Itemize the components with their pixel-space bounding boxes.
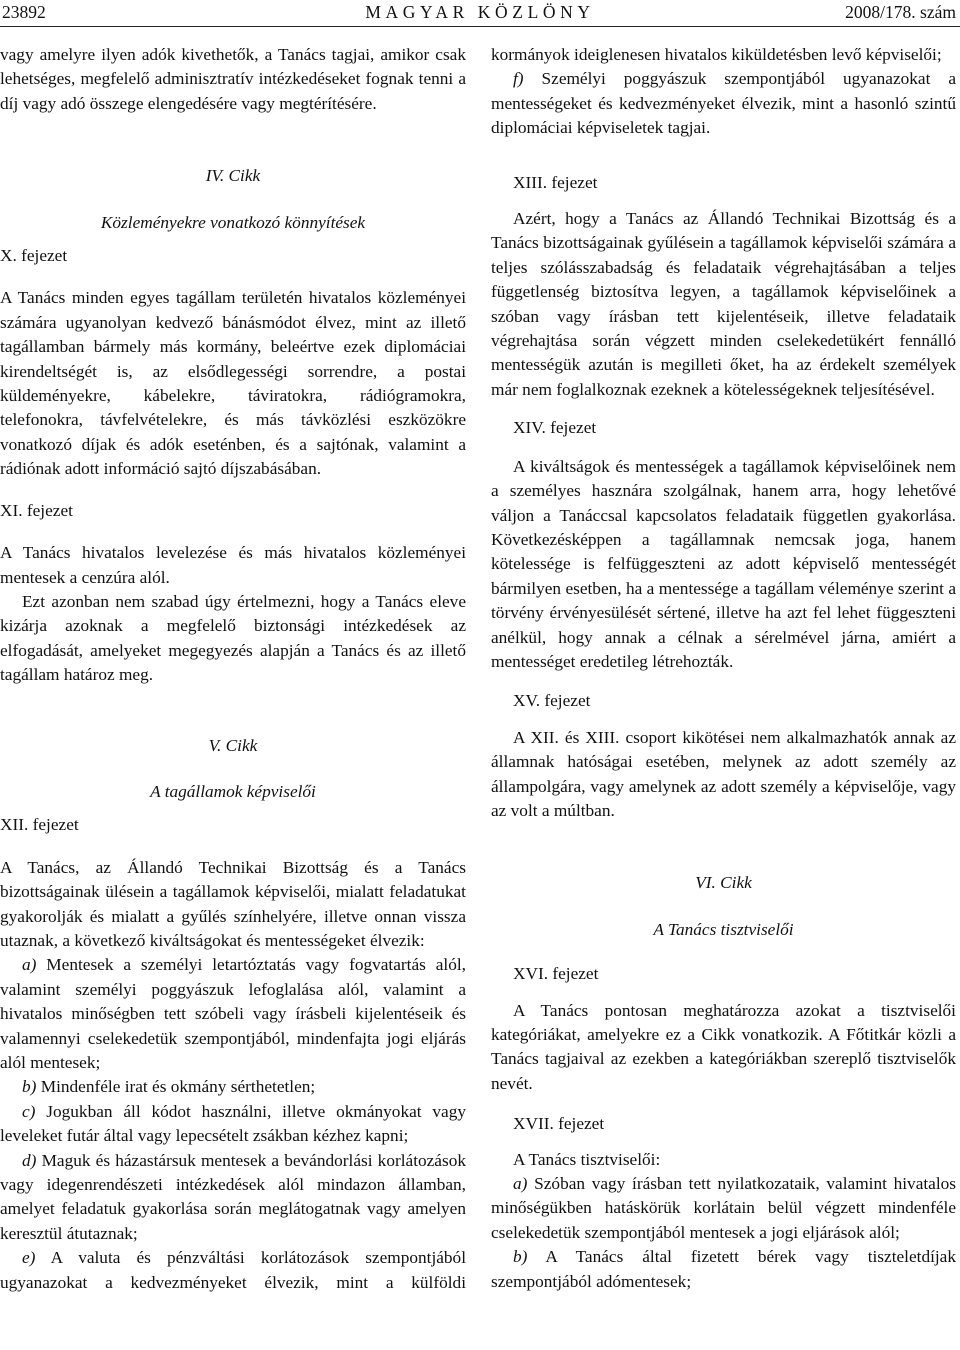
article-title: IV. Cikk [205,166,261,186]
list-item-label: d) [22,1150,37,1170]
chapter-title: XIII. fejezet [513,172,598,192]
list-item-text: A valuta és pénzváltási korlátozások szempontjából ugyanazokat a kedvezményeket élvezik, mint a külföldi [0,1248,466,1292]
list-item-text: Mindenféle irat és okmány sérthetetlen; [40,1077,316,1097]
list-item-label: c) [22,1101,36,1121]
paragraph: vagy amelyre ilyen adók kivethetők, a Tanács tagjai, amikor csak lehetséges, megfelelő adminisztratív intézkedéseket fognak tenni a díj vagy adó összege elengedésére vagy megtérítésére. [0,45,466,113]
list-item-label: e) [22,1248,36,1268]
list-item [0,953,466,1075]
article-title: VI. Cikk [695,873,752,893]
chapter-title: XI. fejezet [0,500,73,520]
paragraph: Ezt azonban nem szabad úgy értelmezni, hogy a Tanács eleve kizárja azoknak a megfelelő biztonsági intézkedések az elfogadását, amelyeket megegyezés alapján a Tanács és az illető tagállam határoz meg. [0,591,466,685]
paragraph: kormányok ideiglenesen hivatalos kiküldetésben levő képviselői; [491,45,942,64]
list-item-label: f) [513,69,524,89]
chapter-title: XII. fejezet [0,815,79,835]
article-subtitle: Közleményekre vonatkozó könnyítések [100,212,366,232]
left-column [0,43,466,1295]
chapter-title: XV. fejezet [513,691,591,711]
article-title: V. Cikk [208,735,258,755]
list-item [491,67,956,140]
list-item-text: Mentesek a személyi letartóztatás vagy fogvatartás alól, valamint személyi poggyászuk lefoglalása alól, valamint a hivatalos minőségben tett szóbeli vagy írásbeli kijelentéseik és valamennyi cselekedetük szempontjából, mindenfajta jogi eljárás alól mentesek; [0,955,466,1072]
paragraph: A Tanács, az Állandó Technikai Bizottság és a Tanács bizottságainak ülésein a tagállamok képviselői, mialatt feladatukat gyakorolják és mialatt a gyűlés színhelyére, illetve onnan vissza utaznak, a következő kiváltságokat és mentességeket élvezik: [0,857,466,950]
chapter-title: XIV. fejezet [513,418,597,438]
list-item-text: Jogukban áll kódot használni, illetve okmányokat vagy leveleket futár által vagy lepecsételt zsákban kézhez kapni; [0,1101,466,1146]
chapter-title: XVII. fejezet [513,1114,605,1134]
list-item [491,1172,956,1245]
paragraph: Azért, hogy a Tanács az Állandó Technikai Bizottság és a Tanács bizottságainak gyűlésein a tagállamok képviselői számára a teljes szólásszabadság és feladataik végrehajtásában a teljes függetlenség biztosítva legyen, a tagállamok képviselőinek a szóban vagy írásban tett kijelentéseik, illetve feladataik végrehajtása során végzett minden cselekedetükért fennálló mentességük azután is megilleti őket, ha az érdekelt személyek már nem foglalkoznak ezeknek a kötelességeknek teljesítésével. [491,209,956,399]
journal-title: MAGYAR KÖZLÖNY [365,2,595,22]
list-item-label: a) [22,955,37,975]
list-item [0,1246,466,1295]
list-item [491,1245,956,1294]
article-subtitle: A tagállamok képviselői [150,781,316,801]
paragraph: A Tanács tisztviselői: [513,1149,661,1169]
list-item-text: Maguk és házastársuk mentesek a bevándorlási korlátozások vagy idegenrendészeti intézkedések alól mindazon államban, amelyet feladatuk gyakorlása során meglátogatnak vagy amelyen keresztül átutaznak; [0,1150,466,1243]
list-item-label: a) [513,1174,528,1194]
paragraph: A Tanács hivatalos levelezése és más hivatalos közleményei mentesek a cenzúra alól. [0,543,466,587]
paragraph: A XII. és XIII. csoport kikötései nem alkalmazhatók annak az államnak hatóságai esetében, melynek az adott személy az állampolgára, vagy amelynek az adott személy a képviselője, vagy az volt a múltban. [491,727,956,820]
list-item-label: b) [513,1247,528,1267]
page-header [0,0,960,27]
list-item-text: Személyi poggyászuk szempontjából ugyanazokat a mentességeket és kedvezményeket élvezik, mint a hasonló szintű diplomáciai képviseletek tagjai. [491,69,957,138]
right-column [491,43,956,1294]
list-item-text: A Tanács által fizetett bérek vagy tiszteletdíjak szempontjából adómentesek; [491,1247,956,1291]
list-item [0,1149,466,1247]
issue-number: 2008/178. szám [845,2,956,22]
paragraph: A kiváltságok és mentességek a tagállamok képviselőinek nem a személyes hasznára szolgálnak, hanem arra, hogy lehetővé váljon a Tanáccsal kapcsolatos feladataik független gyakorlása. Következésképpen a tagállamnak nemcsak joga, hanem kötelessége is felfüggeszteni az adott képviselő mentességét bármilyen esetben, ha a mentessége a tagállam véleménye szerint a törvény érvényesülését sértené, illetve ha azt fel lehet függeszteni anélkül, hogy annak a célnak a sérelmével járna, amiért a mentességet eredetileg létrehozták. [491,456,956,671]
paragraph: A Tanács minden egyes tagállam területén hivatalos közleményei számára ugyanolyan kedvező bánásmódot élvez, mint az illető tagállamban bármely más kormány, beleértve ezek diplomáciai kirendeltségét is, az elsődlegességi sorrendre, a postai küldeményekre, kábelekre, táviratokra, rádiógramokra, telefonokra, távfelvételekre, és más távközlési eszközökre vonatkozó díjak és adók eseténben, és a sajtónak, valamint a rádiónak adott információ sajtó díjszabásában. [0,288,466,479]
article-subtitle: A Tanács tisztviselői [653,919,794,939]
list-item [0,1075,466,1099]
paragraph: A Tanács pontosan meghatározza azokat a tisztviselői kategóriákat, amelyekre ez a Cikk vonatkozik. A Főtitkár közli a Tanács tagjaival az ezekben a kategóriákban szereplő tisztviselők nevét. [491,1000,956,1093]
chapter-title: XVI. fejezet [513,964,599,984]
list-item-label: b) [22,1077,37,1097]
page-number: 23892 [2,2,46,22]
list-item-text: Szóban vagy írásban tett nyilatkozataik, valamint hivatalos minőségükben hatáskörük korlátain belül végzett mindenféle cselekedetük szempontjából mentesek a jogi eljárások alól; [491,1174,956,1242]
chapter-title: X. fejezet [0,246,68,266]
list-item [0,1100,466,1149]
